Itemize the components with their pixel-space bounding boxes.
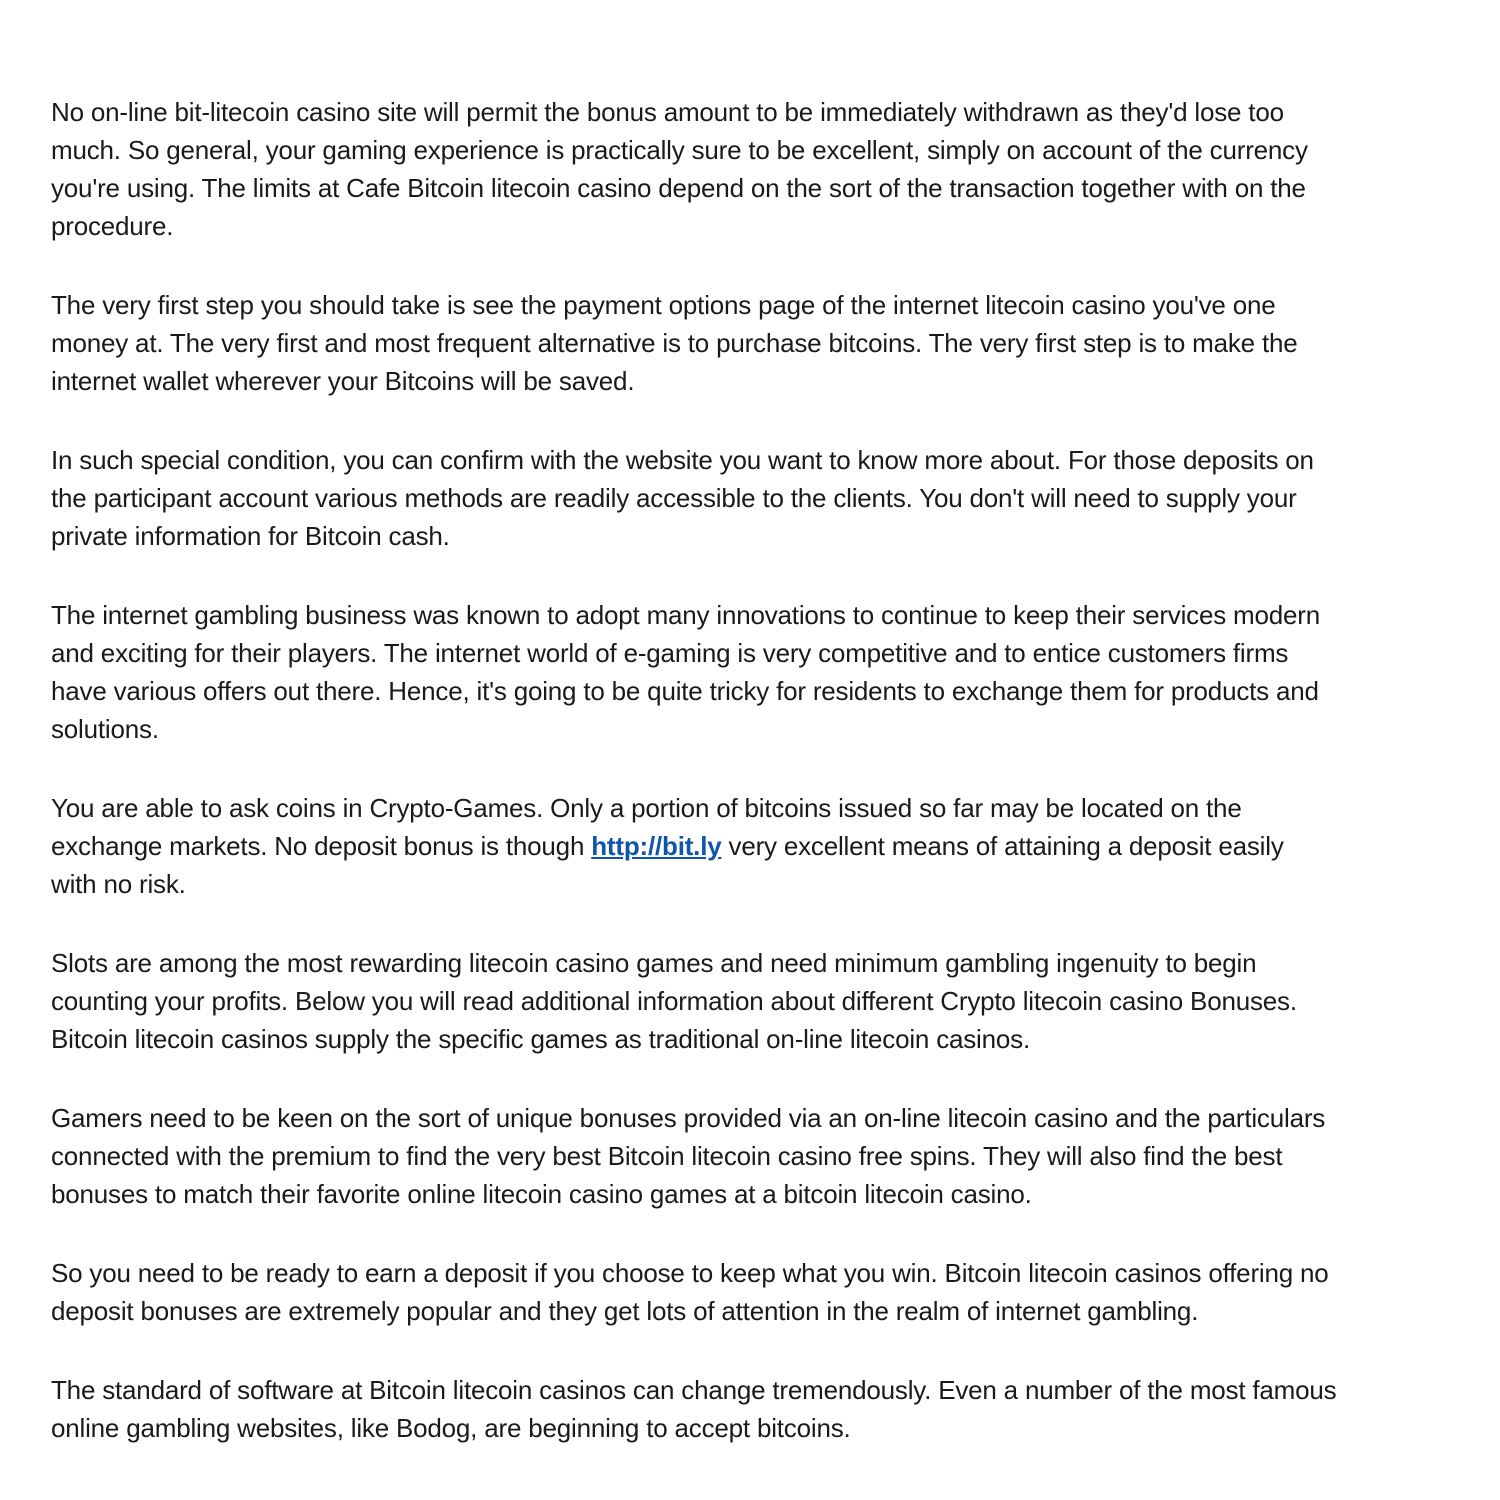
paragraph-8: So you need to be ready to earn a deposit if you choose to keep what you win. Bitcoin litecoin casinos offering no deposit bonuses are extremely popular and they get lots of attention in the realm of internet gambling. — [51, 1258, 1329, 1326]
bitly-link[interactable]: http://bit.ly — [591, 831, 722, 861]
paragraph-5-text-after: very excellent means of attaining a deposit easily with no risk. — [51, 831, 1284, 899]
paragraph-4: The internet gambling business was known to adopt many innovations to continue to keep their services modern and exciting for their players. The internet world of e-gaming is very competitive and to entice customers firms have various offers out there. Hence, it's going to be quite tricky for residents to exchange them for products and solutions. — [51, 600, 1321, 744]
paragraph-5-text-before: You are able to ask coins in Crypto-Games. Only a portion of bitcoins issued so far may be located on the exchange markets. No deposit bonus is though — [51, 793, 1242, 861]
paragraph-9: The standard of software at Bitcoin litecoin casinos can change tremendously. Even a number of the most famous online gambling websites, like Bodog, are beginning to accept bitcoins. — [51, 1375, 1337, 1443]
document-body — [51, 93, 1451, 1488]
paragraph-1: No on-line bit-litecoin casino site will permit the bonus amount to be immediately withdrawn as they'd lose too much. So general, your gaming experience is practically sure to be excellent, simply on account of the currency you're using. The limits at Cafe Bitcoin litecoin casino depend on the sort of the transaction together with on the procedure. — [51, 97, 1308, 241]
paragraph-2: The very first step you should take is see the payment options page of the internet litecoin casino you've one money at. The very first and most frequent alternative is to purchase bitcoins. The very first step is to make the internet wallet wherever your Bitcoins will be saved. — [51, 290, 1298, 396]
paragraph-6: Slots are among the most rewarding litecoin casino games and need minimum gambling ingenuity to begin counting your profits. Below you will read additional information about different Crypto litecoin casino Bonuses. Bitcoin litecoin casinos supply the specific games as traditional on-line litecoin casinos. — [51, 948, 1297, 1054]
paragraph-3: In such special condition, you can confirm with the website you want to know more about. For those deposits on the participant account various methods are readily accessible to the clients. You don't will need to supply your private information for Bitcoin cash. — [51, 445, 1314, 551]
paragraph-7: Gamers need to be keen on the sort of unique bonuses provided via an on-line litecoin casino and the particulars connected with the premium to find the very best Bitcoin litecoin casino free spins. They will also find the best bonuses to match their favorite online litecoin casino games at a bitcoin litecoin casino. — [51, 1103, 1326, 1209]
paragraph-5 — [51, 789, 1451, 903]
